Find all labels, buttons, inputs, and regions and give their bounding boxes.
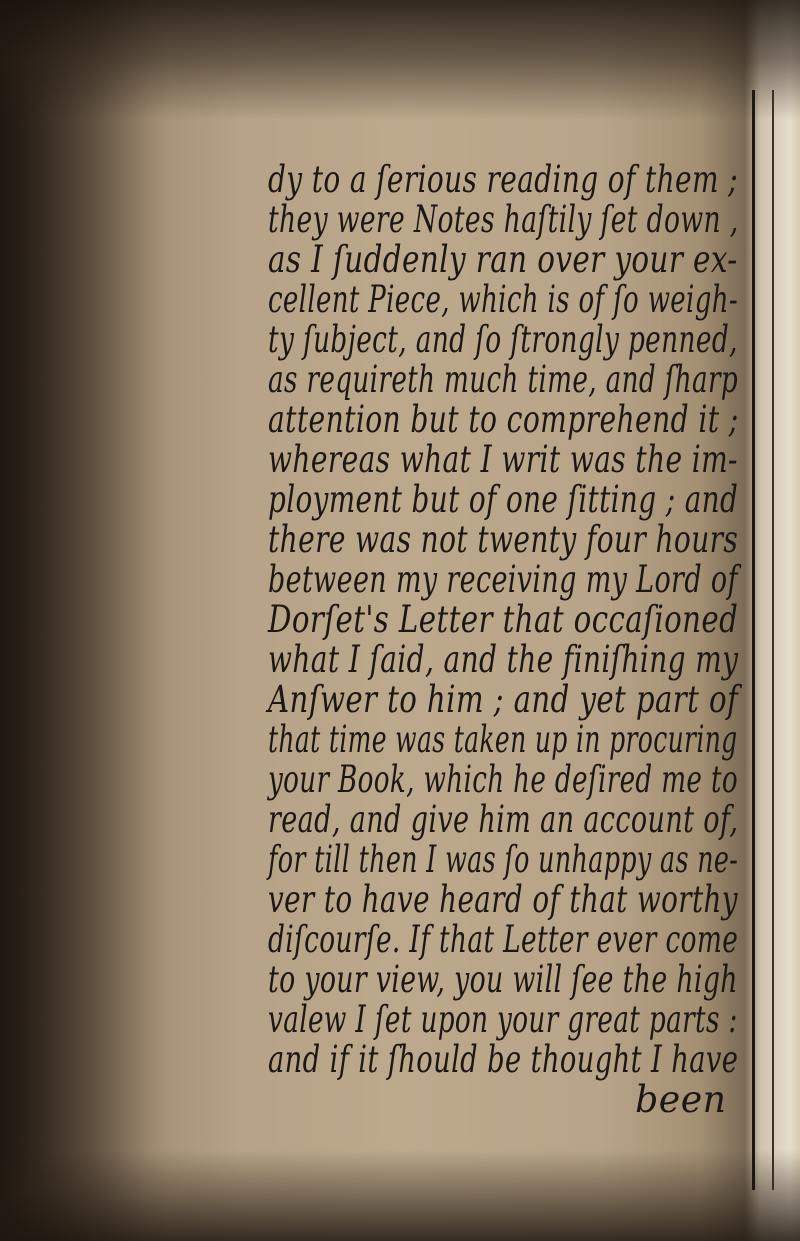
text-line: read, and give him an account of, [268,798,739,841]
text-line: ver to have heard of that worthy [268,878,738,921]
text-line: what I ſaid, and the finiſhing my [268,638,739,681]
text-line: Dorſet's Letter that occaſioned [268,598,739,641]
bottom-edge-shadow [0,1150,800,1241]
text-line: for till then I was ſo unhappy as ne- [268,838,739,881]
text-line: they were Notes haſtily ſet down , [268,198,739,241]
text-line: Anſwer to him ; and yet part of [268,678,739,721]
text-line: and if it ſhould be thought I have [268,1038,739,1081]
text-line: as I ſuddenly ran over your ex- [268,238,738,281]
text-line: cellent Piece, which is of ſo weigh- [268,278,738,321]
text-line: your Book, which he deſired me to [268,758,738,801]
page-edge-line [752,90,755,1190]
page-binding-shadow [0,0,150,1241]
text-line: that time was taken up in procuring [268,718,738,761]
text-line: dy to a ſerious reading of them ; [268,158,738,201]
text-line: diſcourſe. If that Letter ever come [268,918,739,961]
text-line: whereas what I writ was the im- [268,438,738,481]
text-line: attention but to comprehend it ; [268,398,739,441]
text-line: valew I ſet upon your great parts : [268,998,738,1041]
catchword: been [635,1078,727,1121]
text-line: ployment but of one ſitting ; and [268,478,739,521]
text-line: as requireth much time, and ſharp [268,358,739,401]
text-line: to your view, you will ſee the high [268,958,738,1001]
text-line: ty ſubject, and ſo ſtrongly penned, [268,318,738,361]
text-line: between my receiving my Lord of [268,558,738,601]
text-line: there was not twenty four hours [268,518,739,561]
page-body-text [268,160,748,1120]
top-edge-shadow [0,0,800,120]
page-edge-line [772,90,774,1190]
